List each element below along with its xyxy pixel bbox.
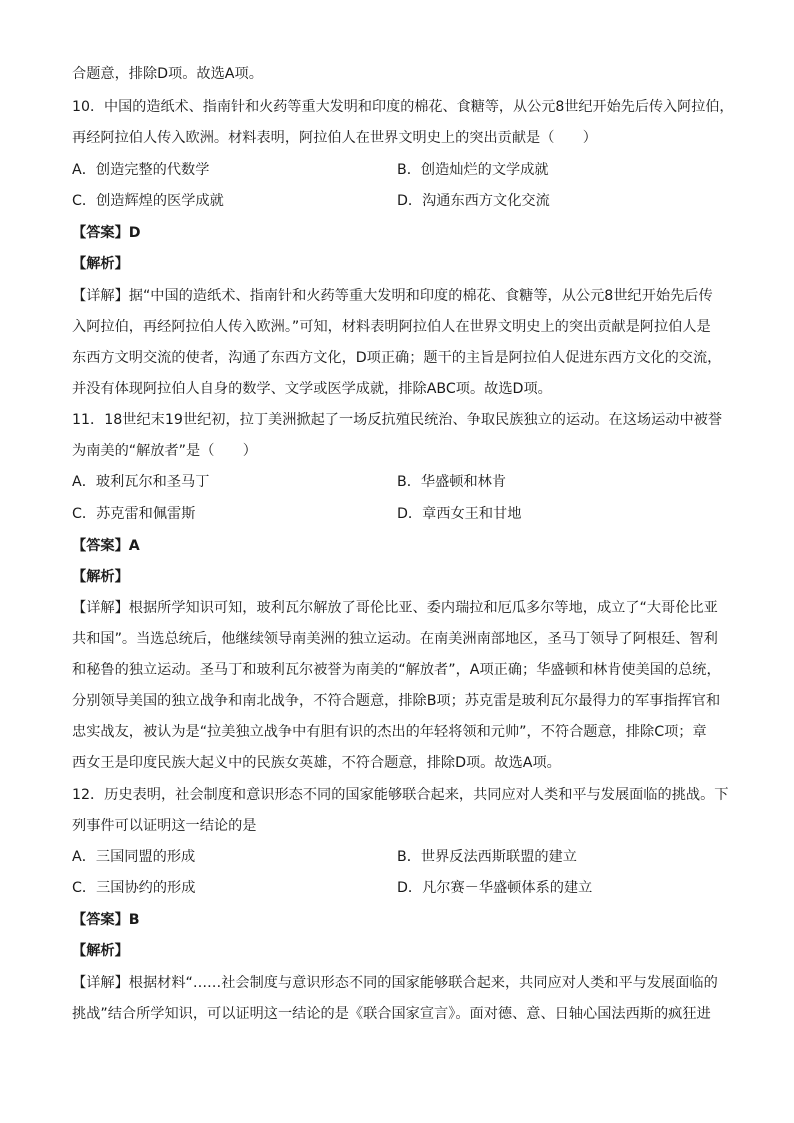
question-stem-line: 再经阿拉伯人传入欧洲。材料表明，阿拉伯人在世界文明史上的突出贡献是（ ） (72, 130, 597, 146)
explanation-line: 挑战”结合所学知识，可以证明这一结论的是《联合国家宣言》。面对德、意、日轴心国法西斯的疯狂进 (72, 1006, 711, 1022)
explanation-line: 并没有体现阿拉伯人自身的数学、文学或医学成就，排除ABC项。故选D项。 (72, 381, 552, 397)
option-a: A．创造完整的代数学 (72, 162, 210, 178)
paragraph-line: 合题意，排除D项。故选A项。 (72, 66, 263, 82)
option-a: A．玻利瓦尔和圣马丁 (72, 474, 210, 490)
explanation-line: 入阿拉伯，再经阿拉伯人传入欧洲。”可知，材料表明阿拉伯人在世界文明史上的突出贡献是阿拉伯人是 (72, 319, 711, 335)
option-d: D．凡尔赛－华盛顿体系的建立 (397, 880, 593, 896)
answer-label: 【答案】D (72, 225, 141, 241)
question-stem-line: 11．18世纪末19世纪初，拉丁美洲掀起了一场反抗殖民统治、争取民族独立的运动。在这场运动中被誉 (72, 412, 723, 428)
question-stem-line: 10．中国的造纸术、指南针和火药等重大发明和印度的棉花、食糖等，从公元8世纪开始先后传入阿拉伯， (72, 99, 734, 115)
explanation-line: 【详解】根据材料“……社会制度与意识形态不同的国家能够联合起来，共同应对人类和平与发展面临的 (72, 975, 718, 991)
analysis-label: 【解析】 (72, 569, 129, 585)
question-stem-line: 为南美的“解放者”是（ ） (72, 443, 257, 459)
option-b: B．创造灿烂的文学成就 (397, 162, 549, 178)
explanation-line: 分别领导美国的独立战争和南北战争，不符合题意，排除B项；苏克雷是玻利瓦尔最得力的军事指挥官和 (72, 693, 721, 709)
question-stem-line: 12．历史表明，社会制度和意识形态不同的国家能够联合起来，共同应对人类和平与发展面临的挑战。下 (72, 787, 729, 803)
answer-label: 【答案】B (72, 912, 140, 928)
explanation-line: 共和国”。当选总统后，他继续领导南美洲的独立运动。在南美洲南部地区，圣马丁领导了阿根廷、智利 (72, 631, 718, 647)
answer-label: 【答案】A (72, 538, 140, 554)
option-c: C．三国协约的形成 (72, 880, 196, 896)
analysis-label: 【解析】 (72, 256, 129, 272)
explanation-line: 东西方文明交流的使者，沟通了东西方文化，D项正确；题干的主旨是阿拉伯人促进东西方文化的交流， (72, 350, 722, 366)
analysis-label: 【解析】 (72, 943, 129, 959)
explanation-line: 西女王是印度民族大起义中的民族女英雄，不符合题意，排除D项。故选A项。 (72, 755, 561, 771)
explanation-line: 和秘鲁的独立运动。圣马丁和玻利瓦尔被誉为南美的“解放者”，A项正确；华盛顿和林肯使美国的总统， (72, 662, 721, 678)
option-d: D．章西女王和甘地 (397, 506, 522, 522)
option-c: C．创造辉煌的医学成就 (72, 193, 224, 209)
explanation-line: 【详解】根据所学知识可知，玻利瓦尔解放了哥伦比亚、委内瑞拉和厄瓜多尔等地，成立了“大哥伦比亚 (72, 600, 718, 616)
explanation-line: 【详解】据“中国的造纸术、指南针和火药等重大发明和印度的棉花、食糖等，从公元8世纪开始先后传 (72, 288, 713, 304)
option-d: D．沟通东西方文化交流 (397, 193, 550, 209)
option-a: A．三国同盟的形成 (72, 849, 196, 865)
explanation-line: 忠实战友，被认为是“拉美独立战争中有胆有识的杰出的年轻将领和元帅”，不符合题意，排除C项；章 (72, 724, 707, 740)
option-b: B．世界反法西斯联盟的建立 (397, 849, 577, 865)
option-c: C．苏克雷和佩雷斯 (72, 506, 196, 522)
question-stem-line: 列事件可以证明这一结论的是 (72, 818, 257, 834)
option-b: B．华盛顿和林肯 (397, 474, 507, 490)
